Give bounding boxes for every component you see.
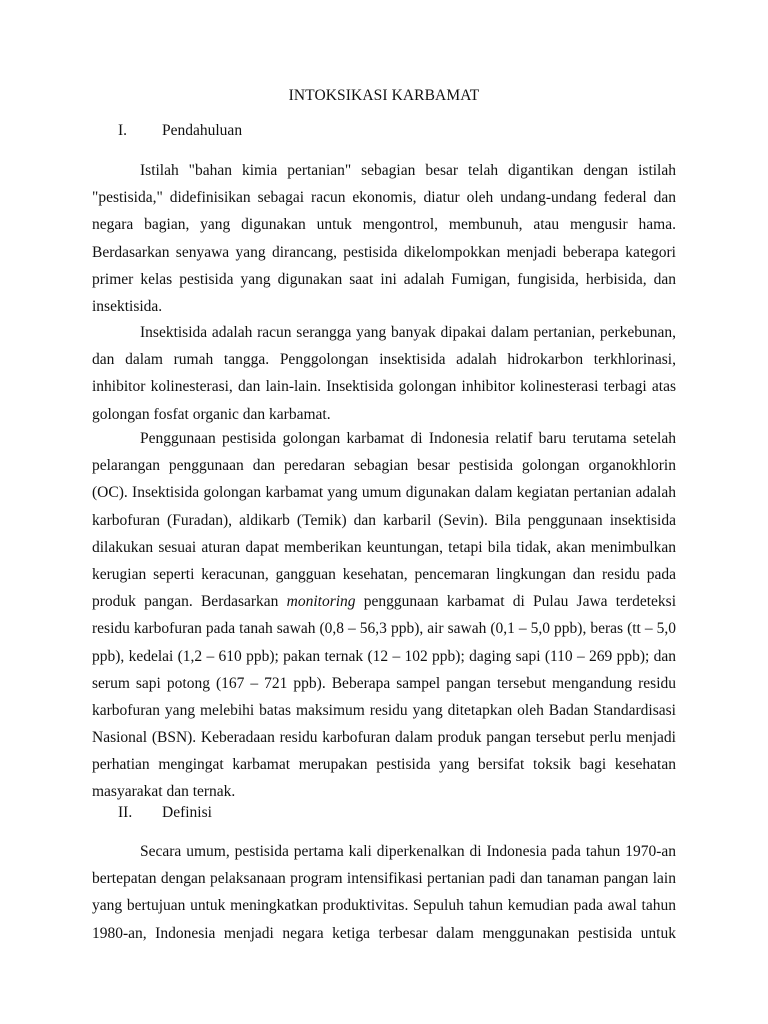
section-number: II. xyxy=(118,804,133,821)
section-title: Pendahuluan xyxy=(162,122,243,139)
paragraph-line: karbofuran (Furadan), aldikarb (Temik) dan karbaril (Sevin). Bila penggunaan insektisida xyxy=(92,511,676,529)
section-title: Definisi xyxy=(162,804,212,821)
paragraph-line: negara bagian, yang digunakan untuk mengontrol, membunuh, atau mengusir hama. xyxy=(92,216,676,234)
section-heading-definisi xyxy=(118,804,212,822)
paragraph-line: primer kelas pestisida yang digunakan saat ini adalah Fumigan, fungisida, herbisida, dan xyxy=(92,270,676,288)
paragraph-line: masyarakat dan ternak. xyxy=(92,783,236,801)
section-number: I. xyxy=(118,122,128,139)
paragraph-line: (OC). Insektisida golongan karbamat yang umum digunakan dalam kegiatan pertanian adalah xyxy=(92,484,676,502)
paragraph-line: residu karbofuran pada tanah sawah (0,8 – 56,3 ppb), air sawah (0,1 – 5,0 ppb), beras (tt – 5,0 xyxy=(92,620,676,638)
paragraph-line: dilakukan sesuai aturan dapat memberikan keuntungan, tetapi bila tidak, akan menimbulkan xyxy=(92,538,676,556)
paragraph-4 xyxy=(92,838,676,947)
paragraph-line: golongan fosfat organic dan karbamat. xyxy=(92,405,331,423)
paragraph-line: Penggunaan pestisida golongan karbamat di Indonesia relatif baru terutama setelah xyxy=(140,430,676,447)
paragraph-line: pelarangan penggunaan dan peredaran sebagian besar pestisida golongan organokhlorin xyxy=(92,457,676,475)
line-text: penggunaan karbamat di Pulau Jawa terdeteksi xyxy=(355,593,676,611)
paragraph-line: Secara umum, pestisida pertama kali diperkenalkan di Indonesia pada tahun 1970-an xyxy=(140,843,676,860)
paragraph-line: insektisida. xyxy=(92,297,163,315)
paragraph-3 xyxy=(92,425,676,806)
italic-term: monitoring xyxy=(286,593,356,611)
section-heading-pendahuluan xyxy=(118,122,242,140)
document-title: INTOKSIKASI KARBAMAT xyxy=(288,87,480,104)
paragraph-2 xyxy=(92,319,676,428)
paragraph-1 xyxy=(92,157,676,320)
paragraph-line: karbofuran yang melebihi batas maksimum residu yang ditetapkan oleh Badan Standardisasi xyxy=(92,701,676,719)
paragraph-line: bertepatan dengan pelaksanaan program intensifikasi pertanian padi dan tanaman pangan lain xyxy=(92,870,676,888)
paragraph-line: kerugian seperti keracunan, gangguan kesehatan, pencemaran lingkungan dan residu pada xyxy=(92,565,676,583)
paragraph-line: Berdasarkan senyawa yang dirancang, pestisida dikelompokkan menjadi beberapa kategori xyxy=(92,243,676,261)
paragraph-line: Istilah "bahan kimia pertanian" sebagian besar telah digantikan dengan istilah xyxy=(140,162,676,179)
paragraph-line xyxy=(92,588,676,615)
paragraph-line: ppb), kedelai (1,2 – 610 ppb); pakan ternak (12 – 102 ppb); daging sapi (110 – 269 ppb); dan xyxy=(92,647,676,665)
paragraph-line: perhatian mengingat karbamat merupakan pestisida yang bersifat toksik bagi kesehatan xyxy=(92,756,676,774)
paragraph-line: 1980-an, Indonesia menjadi negara ketiga terbesar dalam menggunakan pestisida untuk xyxy=(92,924,676,942)
paragraph-line: Insektisida adalah racun serangga yang banyak dipakai dalam pertanian, perkebunan, xyxy=(140,324,676,341)
paragraph-line: inhibitor kolinesterasi, dan lain-lain. Insektisida golongan inhibitor kolinesterasi terbagi atas xyxy=(92,378,676,396)
paragraph-line: serum sapi potong (167 – 721 ppb). Beberapa sampel pangan tersebut mengandung residu xyxy=(92,674,676,692)
line-text: produk pangan. Berdasarkan xyxy=(92,593,287,611)
paragraph-line: Nasional (BSN). Keberadaan residu karbofuran dalam produk pangan tersebut perlu menjadi xyxy=(92,729,676,747)
paragraph-line: "pestisida," didefinisikan sebagai racun ekonomis, diatur oleh undang-undang federal dan xyxy=(92,189,676,207)
paragraph-line: dan dalam rumah tangga. Penggolongan insektisida adalah hidrokarbon terkhlorinasi, xyxy=(92,351,676,369)
paragraph-line: yang bertujuan untuk meningkatkan produktivitas. Sepuluh tahun kemudian pada awal tahun xyxy=(92,897,676,915)
